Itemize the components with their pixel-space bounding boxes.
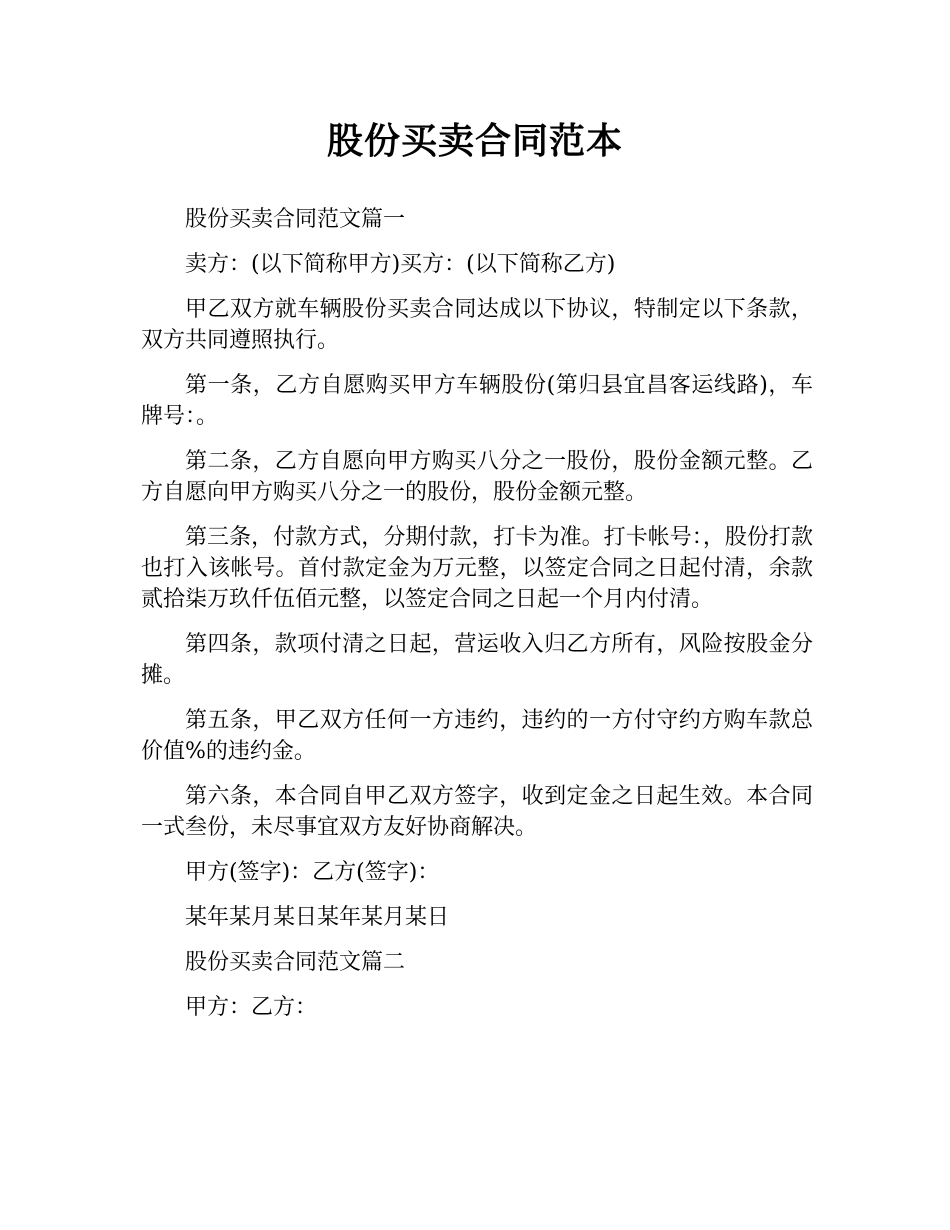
date-line: 某年某月某日某年某月某日: [185, 905, 450, 930]
clause-4: 第四条，款项付清之日起，营运收入归乙方所有，风险按股金分摊。: [141, 632, 813, 688]
document-title: 股份买卖合同范本: [326, 121, 623, 162]
document-body: [141, 204, 813, 1037]
clause-1: 第一条，乙方自愿购买甲方车辆股份(第归县宜昌客运线路)，车牌号：。: [141, 373, 813, 429]
section-heading-2: 股份买卖合同范文篇二: [185, 950, 406, 975]
section-heading-1: 股份买卖合同范文篇一: [185, 207, 406, 232]
agreement-intro: 甲乙双方就车辆股份买卖合同达成以下协议，特制定以下条款，双方共同遵照执行。: [141, 297, 813, 353]
clause-3: 第三条，付款方式，分期付款，打卡为准。打卡帐号：，股份打款也打入该帐号。首付款定金为万元整，以签定合同之日起付清，余款贰拾柒万玖仟伍佰元整，以签定合同之日起一个月内付清。: [141, 525, 813, 612]
signature-line: 甲方(签字)：乙方(签字)：: [185, 860, 440, 885]
parties-line: 卖方：(以下简称甲方)买方：(以下简称乙方): [185, 252, 616, 277]
clause-6: 第六条，本合同自甲乙双方签字，收到定金之日起生效。本合同一式叁份，未尽事宜双方友好协商解决。: [141, 784, 813, 840]
parties-line-2: 甲方：乙方：: [185, 995, 318, 1020]
clause-2: 第二条，乙方自愿向甲方购买八分之一股份，股份金额元整。乙方自愿向甲方购买八分之一的股份，股份金额元整。: [141, 449, 813, 505]
clause-5: 第五条，甲乙双方任何一方违约，违约的一方付守约方购车款总价值%的违约金。: [141, 708, 813, 764]
